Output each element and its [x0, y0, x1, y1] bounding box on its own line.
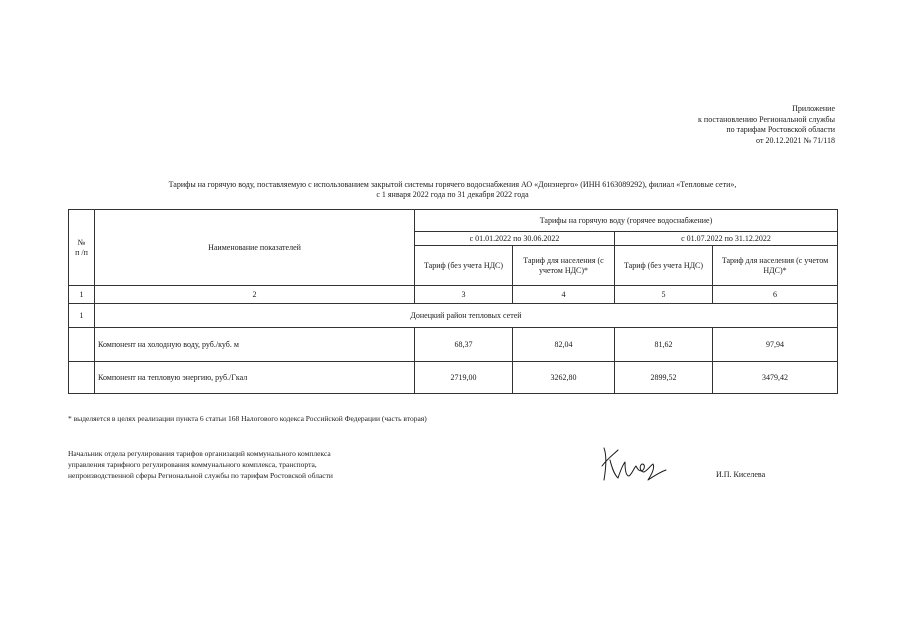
row-value: 2719,00: [415, 362, 513, 394]
index-cell: 5: [615, 286, 713, 304]
signer-name: И.П. Киселева: [716, 470, 766, 479]
row-value: 3262,80: [513, 362, 615, 394]
appendix-line: Приложение: [792, 104, 835, 113]
document-title: [68, 180, 837, 200]
title-line-1: Тарифы на горячую воду, поставляемую с использованием закрытой системы горячего водоснабжения АО «Донэнерго» (ИНН 6163089292), филиал «Тепловые сети»,: [168, 180, 737, 189]
handwritten-signature: [598, 440, 668, 486]
header-tariffs-group: Тарифы на горячую воду (горячее водоснабжение): [415, 210, 838, 232]
appendix-block: [698, 104, 835, 146]
table-row: [69, 362, 838, 394]
header-name: Наименование показателей: [95, 210, 415, 286]
row-value: 3479,42: [713, 362, 838, 394]
row-value: 82,04: [513, 328, 615, 362]
signer-line: Начальник отдела регулирования тарифов организаций коммунального комплекса: [68, 449, 331, 458]
row-value: 2899,52: [615, 362, 713, 394]
row-label: Компонент на холодную воду, руб./куб. м: [95, 328, 415, 362]
header-period-1: с 01.01.2022 по 30.06.2022: [415, 232, 615, 246]
table-row: [69, 328, 838, 362]
row-value: 81,62: [615, 328, 713, 362]
section-row: [69, 304, 838, 328]
row-num-cell: [69, 328, 95, 362]
header-row-1: [69, 210, 838, 232]
signer-position: [68, 448, 333, 481]
signer-line: управления тарифного регулирования коммунального комплекса, транспорта,: [68, 460, 317, 469]
row-value: 97,94: [713, 328, 838, 362]
title-line-2: с 1 января 2022 года по 31 декабря 2022 года: [376, 190, 529, 199]
row-num-cell: [69, 362, 95, 394]
row-value: 68,37: [415, 328, 513, 362]
index-cell: 6: [713, 286, 838, 304]
tariff-table: [68, 209, 838, 394]
index-cell: 2: [95, 286, 415, 304]
header-col-no-vat: Тариф (без учета НДС): [615, 246, 713, 286]
header-col-pop-vat: Тариф для населения (с учетом НДС)*: [713, 246, 838, 286]
header-col-no-vat: Тариф (без учета НДС): [415, 246, 513, 286]
index-cell: 4: [513, 286, 615, 304]
index-row: [69, 286, 838, 304]
section-num: 1: [69, 304, 95, 328]
appendix-line: по тарифам Ростовской области: [726, 125, 835, 134]
row-label: Компонент на тепловую энергию, руб./Гкал: [95, 362, 415, 394]
index-cell: 1: [69, 286, 95, 304]
appendix-line: от 20.12.2021 № 71/118: [756, 135, 835, 145]
footnote: * выделяется в целях реализации пункта 6 статьи 168 Налогового кодекса Российской Федерации (часть вторая): [68, 414, 427, 423]
signer-line: непроизводственной сферы Региональной службы по тарифам Ростовской области: [68, 471, 333, 480]
appendix-line: к постановлению Региональной службы: [698, 114, 835, 124]
header-period-2: с 01.07.2022 по 31.12.2022: [615, 232, 838, 246]
section-label: Донецкий район тепловых сетей: [95, 304, 838, 328]
header-num: № п /п: [69, 210, 95, 286]
header-col-pop-vat: Тариф для населения (с учетом НДС)*: [513, 246, 615, 286]
index-cell: 3: [415, 286, 513, 304]
